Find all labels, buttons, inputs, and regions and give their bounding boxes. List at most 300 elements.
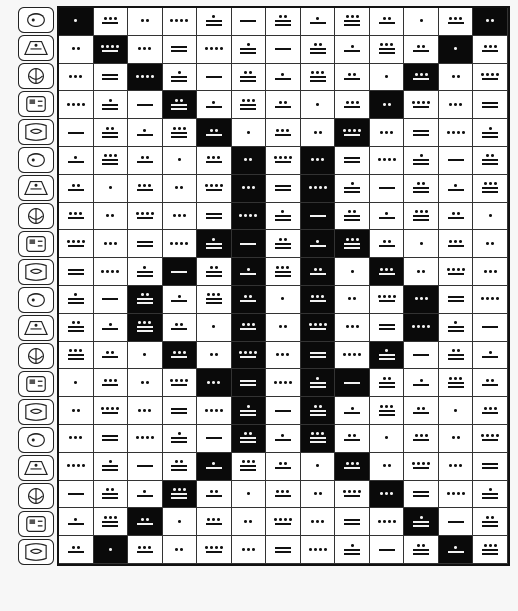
numeral-bar (137, 298, 153, 300)
maya-numeral (379, 377, 395, 389)
glyph-drawing (19, 260, 53, 284)
grid-cell (301, 230, 336, 258)
numeral-dot (314, 131, 317, 134)
numeral-dot (462, 268, 465, 271)
maya-numeral (68, 321, 84, 333)
maya-numeral (240, 432, 256, 444)
numeral-dot (247, 548, 250, 551)
numeral-dot (210, 184, 213, 187)
numeral-dot (427, 325, 430, 328)
numeral-dot (385, 405, 388, 408)
grid-cell (128, 36, 163, 64)
maya-numeral (170, 19, 188, 23)
maya-numeral (310, 268, 326, 276)
maya-numeral (206, 462, 222, 470)
numeral-dots (212, 101, 215, 104)
maya-numeral (240, 460, 256, 472)
numeral-dot (207, 518, 210, 521)
numeral-bar (275, 243, 291, 245)
numeral-bar (171, 104, 187, 106)
numeral-dot (316, 158, 319, 161)
grid-cell (439, 258, 474, 286)
numeral-dot (180, 19, 183, 22)
numeral-dots (486, 242, 494, 245)
numeral-dots (348, 297, 356, 300)
numeral-dot (244, 351, 247, 354)
maya-numeral (310, 432, 326, 444)
numeral-dot (314, 186, 317, 189)
numeral-bar (448, 358, 464, 360)
numeral-bar (102, 136, 118, 138)
numeral-dot (146, 518, 149, 521)
numeral-dots (314, 405, 322, 408)
numeral-dots (74, 293, 77, 296)
numeral-dot (212, 518, 215, 521)
numeral-dot (417, 407, 420, 410)
maya-numeral (281, 297, 284, 301)
numeral-dots (67, 103, 85, 106)
numeral-bar (379, 245, 395, 247)
numeral-dots (412, 462, 430, 465)
numeral-dot (279, 238, 282, 241)
maya-numeral (413, 73, 429, 81)
maya-numeral (206, 212, 222, 220)
grid-cell (473, 397, 508, 425)
numeral-bar (344, 161, 360, 163)
numeral-bar (344, 243, 360, 245)
numeral-bar (379, 328, 395, 330)
maya-numeral (137, 184, 153, 192)
numeral-dots (484, 407, 497, 410)
numeral-dot (351, 544, 354, 547)
maya-numeral (207, 381, 220, 385)
numeral-dot (175, 323, 178, 326)
numeral-dot (457, 75, 460, 78)
grid-cell (404, 203, 439, 231)
maya-numeral (240, 405, 256, 417)
numeral-dot (143, 546, 146, 549)
grid-cell (197, 369, 232, 397)
numeral-dot (146, 75, 149, 78)
maya-numeral (482, 182, 498, 194)
grid-cell (59, 175, 94, 203)
numeral-bar (413, 467, 429, 469)
numeral-dot (417, 462, 420, 465)
numeral-bar (275, 78, 291, 80)
numeral-bar (206, 302, 222, 304)
maya-numeral (68, 184, 84, 192)
numeral-dot (185, 242, 188, 245)
maya-numeral (247, 492, 250, 496)
numeral-dot (343, 129, 346, 132)
grid-cell (232, 453, 267, 481)
numeral-dot (111, 270, 114, 273)
numeral-dots (143, 129, 146, 132)
grid-cell (370, 425, 405, 453)
numeral-dots (351, 407, 354, 410)
numeral-bar (240, 104, 256, 106)
numeral-bar (275, 106, 291, 108)
numeral-bar (137, 330, 153, 332)
numeral-dots (380, 268, 393, 271)
grid-cell (301, 536, 336, 564)
grid-cell (335, 425, 370, 453)
numeral-dots (279, 462, 287, 465)
numeral-bar (413, 187, 429, 189)
numeral-dot (309, 548, 312, 551)
numeral-dot (353, 129, 356, 132)
grid-cell (266, 286, 301, 314)
numeral-dot (111, 407, 114, 410)
maya-daysign-oc-icon (18, 259, 54, 285)
numeral-bar (68, 330, 84, 332)
numeral-dot (173, 351, 176, 354)
maya-daysign-kan-icon (18, 91, 54, 117)
numeral-bar (310, 52, 326, 54)
numeral-dots (449, 103, 462, 106)
numeral-bar (137, 217, 153, 219)
numeral-dots (314, 43, 322, 46)
maya-numeral (102, 154, 118, 166)
numeral-dot (289, 156, 292, 159)
maya-numeral (482, 127, 498, 139)
maya-numeral (171, 351, 187, 359)
numeral-dots (205, 47, 223, 50)
numeral-dot (452, 268, 455, 271)
numeral-bar (448, 22, 464, 24)
numeral-dots (412, 325, 430, 328)
maya-numeral (378, 295, 396, 303)
numeral-dot (207, 381, 210, 384)
numeral-dots (178, 158, 181, 161)
numeral-dot (77, 321, 80, 324)
numeral-dot (254, 214, 257, 217)
numeral-dot (79, 75, 82, 78)
numeral-dots (244, 71, 252, 74)
numeral-dots (212, 462, 215, 465)
numeral-bar (275, 439, 291, 441)
numeral-dots (210, 266, 218, 269)
numeral-dots (383, 103, 391, 106)
numeral-bar (137, 465, 153, 467)
maya-numeral (68, 492, 84, 496)
maya-numeral (420, 242, 423, 246)
numeral-dot (106, 45, 109, 48)
numeral-dot (346, 462, 349, 465)
maya-numeral (413, 490, 429, 498)
maya-numeral (206, 156, 222, 164)
numeral-dot (420, 434, 423, 437)
maya-numeral (448, 349, 464, 361)
numeral-dot (346, 238, 349, 241)
maya-numeral (171, 432, 187, 444)
numeral-bar (206, 217, 222, 219)
numeral-dot (101, 407, 104, 410)
numeral-dot (457, 212, 460, 215)
maya-numeral (171, 99, 187, 111)
maya-numeral (448, 321, 464, 333)
grid-cell (128, 8, 163, 36)
grid-cell (404, 481, 439, 509)
maya-numeral (205, 184, 223, 192)
numeral-dot (77, 464, 80, 467)
numeral-dot (425, 297, 428, 300)
grid-cell (404, 147, 439, 175)
maya-numeral (448, 377, 464, 389)
numeral-bar (102, 328, 118, 330)
numeral-bar (413, 130, 429, 132)
numeral-dot (420, 379, 423, 382)
numeral-bar (171, 497, 187, 499)
maya-numeral (68, 156, 84, 164)
grid-cell (94, 508, 129, 536)
grid-cell (335, 453, 370, 481)
numeral-dot (215, 353, 218, 356)
grid-cell (439, 230, 474, 258)
numeral-dot (151, 212, 154, 215)
numeral-bar (344, 382, 360, 384)
numeral-bar (379, 187, 395, 189)
numeral-bar (275, 551, 291, 553)
maya-daysign-ix-icon (18, 371, 54, 397)
maya-numeral (448, 240, 464, 248)
numeral-dot (452, 75, 455, 78)
numeral-bar (68, 298, 84, 300)
numeral-dot (449, 103, 452, 106)
numeral-dots (141, 381, 149, 384)
numeral-dot (114, 242, 117, 245)
grid-cell (94, 91, 129, 119)
numeral-dot (281, 266, 284, 269)
numeral-dots (106, 127, 114, 130)
grid-cell (370, 453, 405, 481)
numeral-dot (69, 75, 72, 78)
maya-numeral (206, 266, 222, 278)
grid-cell (404, 36, 439, 64)
grid-cell (473, 119, 508, 147)
numeral-dot (183, 214, 186, 217)
numeral-dot (454, 546, 457, 549)
numeral-bar (344, 24, 360, 26)
numeral-dots (281, 73, 284, 76)
numeral-bar (171, 136, 187, 138)
numeral-bar (482, 187, 498, 189)
numeral-dots (279, 325, 287, 328)
numeral-dots (242, 548, 255, 551)
numeral-bar (240, 437, 256, 439)
grid-cell (266, 369, 301, 397)
numeral-dots (452, 75, 460, 78)
maya-numeral (275, 15, 291, 27)
numeral-dots (74, 518, 77, 521)
grid-cell (439, 91, 474, 119)
grid-cell (128, 425, 163, 453)
numeral-dot (244, 432, 247, 435)
maya-numeral (309, 548, 327, 552)
maya-numeral (275, 129, 291, 137)
numeral-dot (178, 127, 181, 130)
grid-cell (370, 286, 405, 314)
numeral-dots (383, 464, 391, 467)
maya-numeral (171, 270, 187, 274)
numeral-bar (171, 441, 187, 443)
numeral-dot (104, 379, 107, 382)
numeral-dots (74, 156, 77, 159)
numeral-bar (275, 495, 291, 497)
numeral-dot (252, 186, 255, 189)
numeral-bar (379, 52, 395, 54)
numeral-dots (454, 321, 457, 324)
numeral-bar (344, 467, 360, 469)
numeral-dot (146, 19, 149, 22)
maya-numeral (385, 436, 388, 440)
numeral-bar (379, 354, 395, 356)
numeral-dot (378, 520, 381, 523)
numeral-bar (102, 74, 118, 76)
numeral-dot (175, 99, 178, 102)
numeral-bar (171, 437, 187, 439)
maya-numeral (383, 464, 391, 468)
numeral-dot (254, 351, 257, 354)
maya-numeral (413, 516, 429, 528)
numeral-dots (348, 434, 356, 437)
numeral-dot (388, 158, 391, 161)
numeral-dot (138, 409, 141, 412)
numeral-bar (310, 414, 326, 416)
numeral-dot (390, 43, 393, 46)
maya-numeral (101, 45, 119, 53)
numeral-dots (207, 381, 220, 384)
numeral-dot (348, 210, 351, 213)
grid-cell (473, 36, 508, 64)
numeral-dot (459, 17, 462, 20)
numeral-bar (137, 245, 153, 247)
maya-numeral (482, 407, 498, 415)
numeral-dot (74, 381, 77, 384)
numeral-dot (143, 353, 146, 356)
numeral-dots (417, 407, 425, 410)
numeral-dots (207, 518, 220, 521)
grid-cell (301, 119, 336, 147)
numeral-bar (448, 273, 464, 275)
numeral-bar (68, 217, 84, 219)
numeral-dot (348, 297, 351, 300)
numeral-bar (448, 382, 464, 384)
maya-numeral (481, 297, 499, 301)
numeral-dot (420, 19, 423, 22)
numeral-dots (489, 488, 492, 491)
grid-cell (335, 230, 370, 258)
numeral-bar (344, 134, 360, 136)
numeral-dot (178, 520, 181, 523)
numeral-bar (344, 247, 360, 249)
numeral-dot (106, 351, 109, 354)
numeral-bar (413, 553, 429, 555)
numeral-dot (486, 297, 489, 300)
maya-numeral (275, 409, 291, 413)
numeral-dot (101, 270, 104, 273)
numeral-dot (212, 15, 215, 18)
numeral-dot (489, 270, 492, 273)
numeral-dots (136, 436, 154, 439)
numeral-bar (482, 106, 498, 108)
numeral-dot (106, 488, 109, 491)
numeral-dot (489, 351, 492, 354)
numeral-dot (388, 520, 391, 523)
numeral-dot (247, 43, 250, 46)
grid-cell (94, 397, 129, 425)
numeral-bar (102, 435, 118, 437)
numeral-dot (346, 15, 349, 18)
numeral-dot (220, 546, 223, 549)
numeral-dot (314, 268, 317, 271)
numeral-dot (390, 131, 393, 134)
numeral-dot (486, 379, 489, 382)
maya-numeral (101, 407, 119, 415)
numeral-dot (175, 242, 178, 245)
numeral-dots (380, 43, 393, 46)
numeral-dot (351, 325, 354, 328)
maya-numeral (481, 434, 499, 442)
numeral-dot (385, 268, 388, 271)
maya-numeral (379, 212, 395, 220)
grid-cell (335, 342, 370, 370)
grid-cell (59, 425, 94, 453)
numeral-dot (449, 17, 452, 20)
maya-numeral (279, 325, 287, 329)
numeral-dot (388, 295, 391, 298)
maya-numeral (343, 490, 361, 498)
numeral-bar (102, 497, 118, 499)
numeral-bar (413, 384, 429, 386)
numeral-dot (148, 47, 151, 50)
numeral-bar (482, 326, 498, 328)
grid-cell (128, 481, 163, 509)
maya-numeral (448, 17, 464, 25)
maya-numeral (240, 71, 256, 83)
grid-cell (197, 119, 232, 147)
numeral-dot (143, 266, 146, 269)
numeral-bar (482, 549, 498, 551)
numeral-dots (143, 266, 146, 269)
numeral-dots (138, 409, 151, 412)
numeral-dots (212, 325, 215, 328)
numeral-dot (321, 432, 324, 435)
numeral-bar (344, 106, 360, 108)
numeral-bar (102, 525, 118, 527)
numeral-dot (452, 349, 455, 352)
maya-numeral (138, 409, 151, 413)
numeral-dot (491, 516, 494, 519)
numeral-bar (482, 553, 498, 555)
numeral-dots (378, 158, 396, 161)
numeral-dot (249, 351, 252, 354)
numeral-dots (141, 156, 149, 159)
numeral-dots (239, 214, 257, 217)
numeral-dot (422, 101, 425, 104)
numeral-dot (353, 297, 356, 300)
numeral-dot (173, 488, 176, 491)
grid-cell (59, 397, 94, 425)
numeral-bar (344, 50, 360, 52)
numeral-bar (379, 300, 395, 302)
maya-daysign-etznab-icon (18, 483, 54, 509)
maya-numeral (482, 325, 498, 329)
maya-numeral (385, 75, 388, 79)
numeral-dots (72, 47, 80, 50)
maya-numeral (137, 240, 153, 248)
numeral-bar (102, 356, 118, 358)
